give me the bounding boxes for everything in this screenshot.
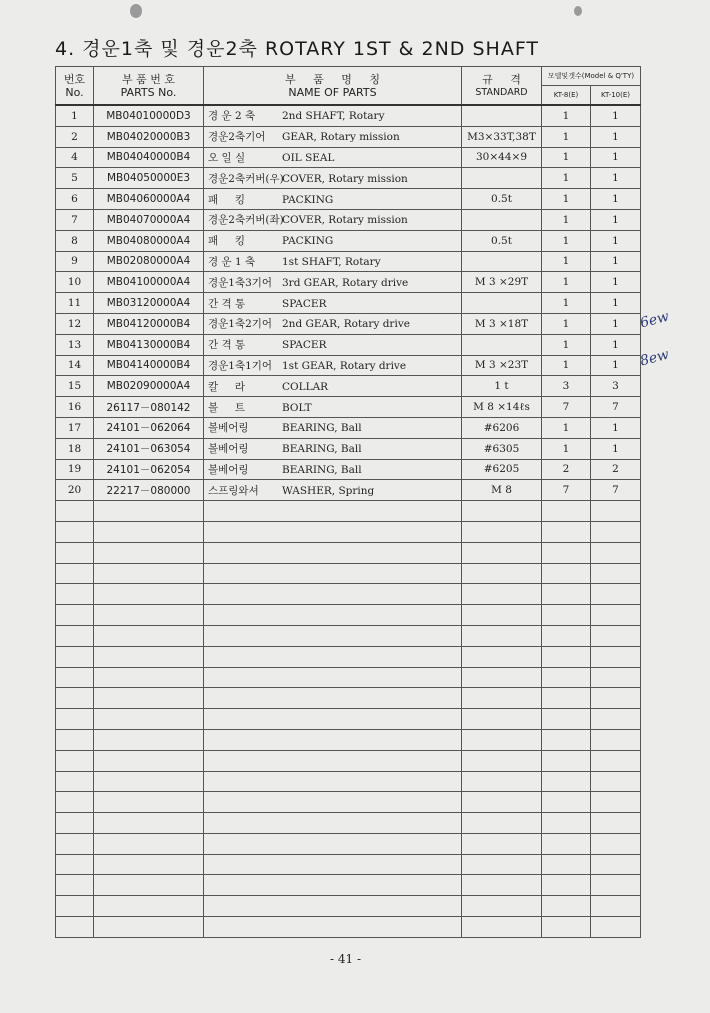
table-row — [56, 209, 641, 230]
part-name-kr: 스프링와셔 — [208, 484, 259, 497]
header-standard — [462, 67, 542, 106]
cell-no: 10 — [56, 272, 94, 293]
cell-part-number: MB04140000B4 — [94, 355, 204, 376]
cell-qty-kt8: 1 — [542, 438, 591, 459]
cell-qty-kt8: 1 — [542, 230, 591, 251]
cell-no: 12 — [56, 313, 94, 334]
cell-no: 6 — [56, 189, 94, 210]
cell-part-name — [204, 293, 462, 314]
part-name-kr: 경 운 2 축 — [208, 110, 256, 123]
cell-part-name — [204, 417, 462, 438]
empty-row — [56, 917, 641, 938]
part-name-en: PACKING — [282, 193, 334, 206]
table-row — [56, 168, 641, 189]
cell-qty-kt10: 1 — [591, 313, 641, 334]
part-name-kr: 간 격 통 — [208, 339, 246, 352]
part-name-en: BOLT — [282, 401, 312, 414]
cell-part-number: 24101－063054 — [94, 438, 204, 459]
table-row — [56, 230, 641, 251]
empty-row — [56, 792, 641, 813]
part-name-kr: 경 운 1 축 — [208, 255, 256, 268]
header-model-qty: 모델및갯수(Model & Q'TY) — [542, 67, 641, 86]
cell-qty-kt10: 1 — [591, 355, 641, 376]
cell-standard: M 8 ×14ℓs — [462, 397, 542, 418]
header-no-kr: 번호 — [63, 72, 86, 86]
cell-standard: 1 t — [462, 376, 542, 397]
cell-part-number: 22217－080000 — [94, 480, 204, 501]
cell-part-number: MB04100000A4 — [94, 272, 204, 293]
empty-row — [56, 688, 641, 709]
part-name-kr: 경운2축기어 — [208, 131, 266, 144]
cell-standard — [462, 168, 542, 189]
empty-row — [56, 605, 641, 626]
cell-standard: M 3 ×23T — [462, 355, 542, 376]
cell-qty-kt8: 7 — [542, 480, 591, 501]
cell-standard: M3×33T,38T — [462, 126, 542, 147]
cell-qty-kt10: 1 — [591, 147, 641, 168]
cell-part-number: MB04070000A4 — [94, 209, 204, 230]
cell-qty-kt10: 1 — [591, 105, 641, 126]
part-name-kr: 오 일 실 — [208, 151, 246, 164]
cell-part-number: MB04080000A4 — [94, 230, 204, 251]
header-parts-en: PARTS No. — [120, 85, 177, 99]
cell-part-name — [204, 230, 462, 251]
cell-qty-kt10: 1 — [591, 417, 641, 438]
cell-no: 1 — [56, 105, 94, 126]
cell-qty-kt8: 1 — [542, 272, 591, 293]
cell-part-name — [204, 313, 462, 334]
part-name-en: COLLAR — [282, 380, 329, 393]
part-name-kr: 볼베어링 — [208, 463, 249, 476]
table-row — [56, 105, 641, 126]
empty-row — [56, 896, 641, 917]
table-row — [56, 397, 641, 418]
table-row — [56, 417, 641, 438]
cell-no: 4 — [56, 147, 94, 168]
cell-qty-kt10: 1 — [591, 272, 641, 293]
cell-qty-kt8: 1 — [542, 313, 591, 334]
table-header — [56, 67, 641, 106]
cell-part-number: MB02090000A4 — [94, 376, 204, 397]
cell-part-name — [204, 355, 462, 376]
part-name-kr: 패 킹 — [208, 193, 245, 206]
empty-row — [56, 625, 641, 646]
page-title: 4. 경운1축 및 경운2축 ROTARY 1ST & 2ND SHAFT — [55, 38, 540, 60]
part-name-en: BEARING, Ball — [282, 463, 362, 476]
handwritten-note: 6ew — [638, 308, 671, 332]
part-name-kr: 간 격 통 — [208, 297, 246, 310]
cell-no: 2 — [56, 126, 94, 147]
empty-row — [56, 563, 641, 584]
part-name-kr: 경운1축2기어 — [208, 318, 273, 331]
empty-row — [56, 646, 641, 667]
empty-row — [56, 875, 641, 896]
cell-qty-kt10: 1 — [591, 438, 641, 459]
scan-blemish — [574, 6, 582, 16]
part-name-en: BEARING, Ball — [282, 422, 362, 435]
page-number: - 41 - — [330, 952, 362, 966]
cell-standard: M 3 ×29T — [462, 272, 542, 293]
empty-row — [56, 833, 641, 854]
cell-standard — [462, 105, 542, 126]
cell-standard: M 8 — [462, 480, 542, 501]
cell-part-name — [204, 459, 462, 480]
part-name-en: PACKING — [282, 235, 334, 248]
cell-qty-kt8: 1 — [542, 417, 591, 438]
table-row — [56, 272, 641, 293]
header-name-en: NAME OF PARTS — [288, 85, 377, 99]
cell-qty-kt10: 7 — [591, 397, 641, 418]
cell-no: 14 — [56, 355, 94, 376]
table-row — [56, 459, 641, 480]
table-row — [56, 376, 641, 397]
empty-row — [56, 813, 641, 834]
cell-qty-kt8: 2 — [542, 459, 591, 480]
part-name-en: COVER, Rotary mission — [282, 214, 408, 227]
cell-qty-kt10: 3 — [591, 376, 641, 397]
part-name-en: 2nd GEAR, Rotary drive — [282, 318, 410, 331]
part-name-en: WASHER, Spring — [282, 484, 375, 497]
cell-qty-kt8: 1 — [542, 105, 591, 126]
cell-standard: M 3 ×18T — [462, 313, 542, 334]
cell-qty-kt10: 1 — [591, 293, 641, 314]
table-row — [56, 147, 641, 168]
header-name-kr: 부 품 명 칭 — [285, 72, 380, 86]
cell-part-number: MB02080000A4 — [94, 251, 204, 272]
cell-no: 19 — [56, 459, 94, 480]
part-name-kr: 패 킹 — [208, 235, 245, 248]
cell-part-name — [204, 168, 462, 189]
part-name-kr: 볼베어링 — [208, 443, 249, 456]
cell-qty-kt10: 1 — [591, 334, 641, 355]
cell-qty-kt8: 1 — [542, 168, 591, 189]
part-name-en: OIL SEAL — [282, 151, 335, 164]
table-row — [56, 313, 641, 334]
part-name-en: 3rd GEAR, Rotary drive — [282, 276, 409, 289]
empty-row — [56, 521, 641, 542]
cell-standard — [462, 209, 542, 230]
cell-standard — [462, 334, 542, 355]
cell-qty-kt10: 1 — [591, 126, 641, 147]
cell-no: 18 — [56, 438, 94, 459]
cell-no: 13 — [56, 334, 94, 355]
table-row — [56, 334, 641, 355]
cell-qty-kt8: 1 — [542, 147, 591, 168]
parts-table — [55, 66, 641, 938]
cell-qty-kt8: 1 — [542, 251, 591, 272]
cell-part-name — [204, 251, 462, 272]
cell-no: 11 — [56, 293, 94, 314]
cell-no: 16 — [56, 397, 94, 418]
cell-part-number: MB04050000E3 — [94, 168, 204, 189]
cell-standard: 0.5t — [462, 189, 542, 210]
table-row — [56, 189, 641, 210]
table-row — [56, 251, 641, 272]
cell-standard: 30×44×9 — [462, 147, 542, 168]
table-row — [56, 293, 641, 314]
cell-part-number: 24101－062054 — [94, 459, 204, 480]
part-name-kr: 볼 트 — [208, 401, 245, 414]
part-name-kr: 칼 라 — [208, 380, 245, 393]
cell-qty-kt10: 1 — [591, 189, 641, 210]
cell-qty-kt8: 1 — [542, 209, 591, 230]
part-name-en: 1st SHAFT, Rotary — [282, 255, 381, 268]
cell-part-name — [204, 126, 462, 147]
table-row — [56, 355, 641, 376]
empty-row — [56, 584, 641, 605]
part-name-en: 1st GEAR, Rotary drive — [282, 359, 407, 372]
cell-part-name — [204, 147, 462, 168]
part-name-kr: 경운2축커버(좌) — [208, 214, 284, 227]
empty-row — [56, 729, 641, 750]
cell-part-number: MB04040000B4 — [94, 147, 204, 168]
header-std-en: STANDARD — [475, 86, 528, 98]
empty-row — [56, 542, 641, 563]
empty-row — [56, 709, 641, 730]
cell-part-name — [204, 209, 462, 230]
cell-part-name — [204, 105, 462, 126]
cell-qty-kt8: 1 — [542, 126, 591, 147]
cell-standard — [462, 293, 542, 314]
cell-no: 9 — [56, 251, 94, 272]
cell-qty-kt8: 1 — [542, 293, 591, 314]
cell-part-number: MB04120000B4 — [94, 313, 204, 334]
header-parts-no — [94, 67, 204, 106]
cell-qty-kt8: 7 — [542, 397, 591, 418]
header-model-kt8: KT-8(E) — [542, 86, 591, 106]
cell-no: 8 — [56, 230, 94, 251]
header-parts-kr: 부 품 번 호 — [122, 72, 175, 86]
cell-part-number: 24101－062064 — [94, 417, 204, 438]
part-name-kr: 경운1축3기어 — [208, 276, 273, 289]
header-no-en: No. — [65, 85, 84, 99]
empty-row — [56, 667, 641, 688]
handwritten-note: 8ew — [638, 346, 671, 370]
part-name-kr: 경운1축1기어 — [208, 359, 273, 372]
cell-no: 15 — [56, 376, 94, 397]
cell-standard: #6305 — [462, 438, 542, 459]
table-body — [56, 105, 641, 937]
cell-part-number: 26117－080142 — [94, 397, 204, 418]
cell-qty-kt10: 2 — [591, 459, 641, 480]
cell-part-name — [204, 334, 462, 355]
cell-no: 7 — [56, 209, 94, 230]
table-row — [56, 438, 641, 459]
empty-row — [56, 854, 641, 875]
part-name-en: COVER, Rotary mission — [282, 172, 408, 185]
cell-standard: #6205 — [462, 459, 542, 480]
cell-part-number: MB04060000A4 — [94, 189, 204, 210]
empty-row — [56, 501, 641, 522]
cell-part-number: MB04020000B3 — [94, 126, 204, 147]
empty-row — [56, 750, 641, 771]
cell-qty-kt10: 7 — [591, 480, 641, 501]
cell-part-number: MB04010000D3 — [94, 105, 204, 126]
part-name-en: SPACER — [282, 297, 327, 310]
cell-no: 17 — [56, 417, 94, 438]
cell-standard — [462, 251, 542, 272]
cell-qty-kt8: 1 — [542, 334, 591, 355]
cell-qty-kt10: 1 — [591, 168, 641, 189]
part-name-kr: 경운2축커버(우) — [208, 172, 284, 185]
header-std-kr: 규 격 — [482, 72, 521, 86]
cell-standard: 0.5t — [462, 230, 542, 251]
cell-part-name — [204, 376, 462, 397]
scan-blemish — [130, 4, 142, 18]
table-row — [56, 480, 641, 501]
cell-qty-kt10: 1 — [591, 230, 641, 251]
cell-qty-kt8: 1 — [542, 189, 591, 210]
empty-row — [56, 771, 641, 792]
header-model-kt10: KT-10(E) — [591, 86, 641, 106]
cell-part-name — [204, 438, 462, 459]
table-row — [56, 126, 641, 147]
cell-part-name — [204, 189, 462, 210]
part-name-en: 2nd SHAFT, Rotary — [282, 110, 385, 123]
cell-part-name — [204, 272, 462, 293]
cell-qty-kt10: 1 — [591, 209, 641, 230]
cell-standard: #6206 — [462, 417, 542, 438]
part-name-en: GEAR, Rotary mission — [282, 131, 400, 144]
cell-qty-kt8: 1 — [542, 355, 591, 376]
part-name-en: SPACER — [282, 339, 327, 352]
header-no — [56, 67, 94, 106]
cell-part-number: MB04130000B4 — [94, 334, 204, 355]
cell-qty-kt8: 3 — [542, 376, 591, 397]
part-name-kr: 볼베어링 — [208, 422, 249, 435]
cell-part-name — [204, 397, 462, 418]
cell-qty-kt10: 1 — [591, 251, 641, 272]
cell-no: 5 — [56, 168, 94, 189]
header-name — [204, 67, 462, 106]
cell-part-name — [204, 480, 462, 501]
cell-part-number: MB03120000A4 — [94, 293, 204, 314]
cell-no: 20 — [56, 480, 94, 501]
part-name-en: BEARING, Ball — [282, 443, 362, 456]
